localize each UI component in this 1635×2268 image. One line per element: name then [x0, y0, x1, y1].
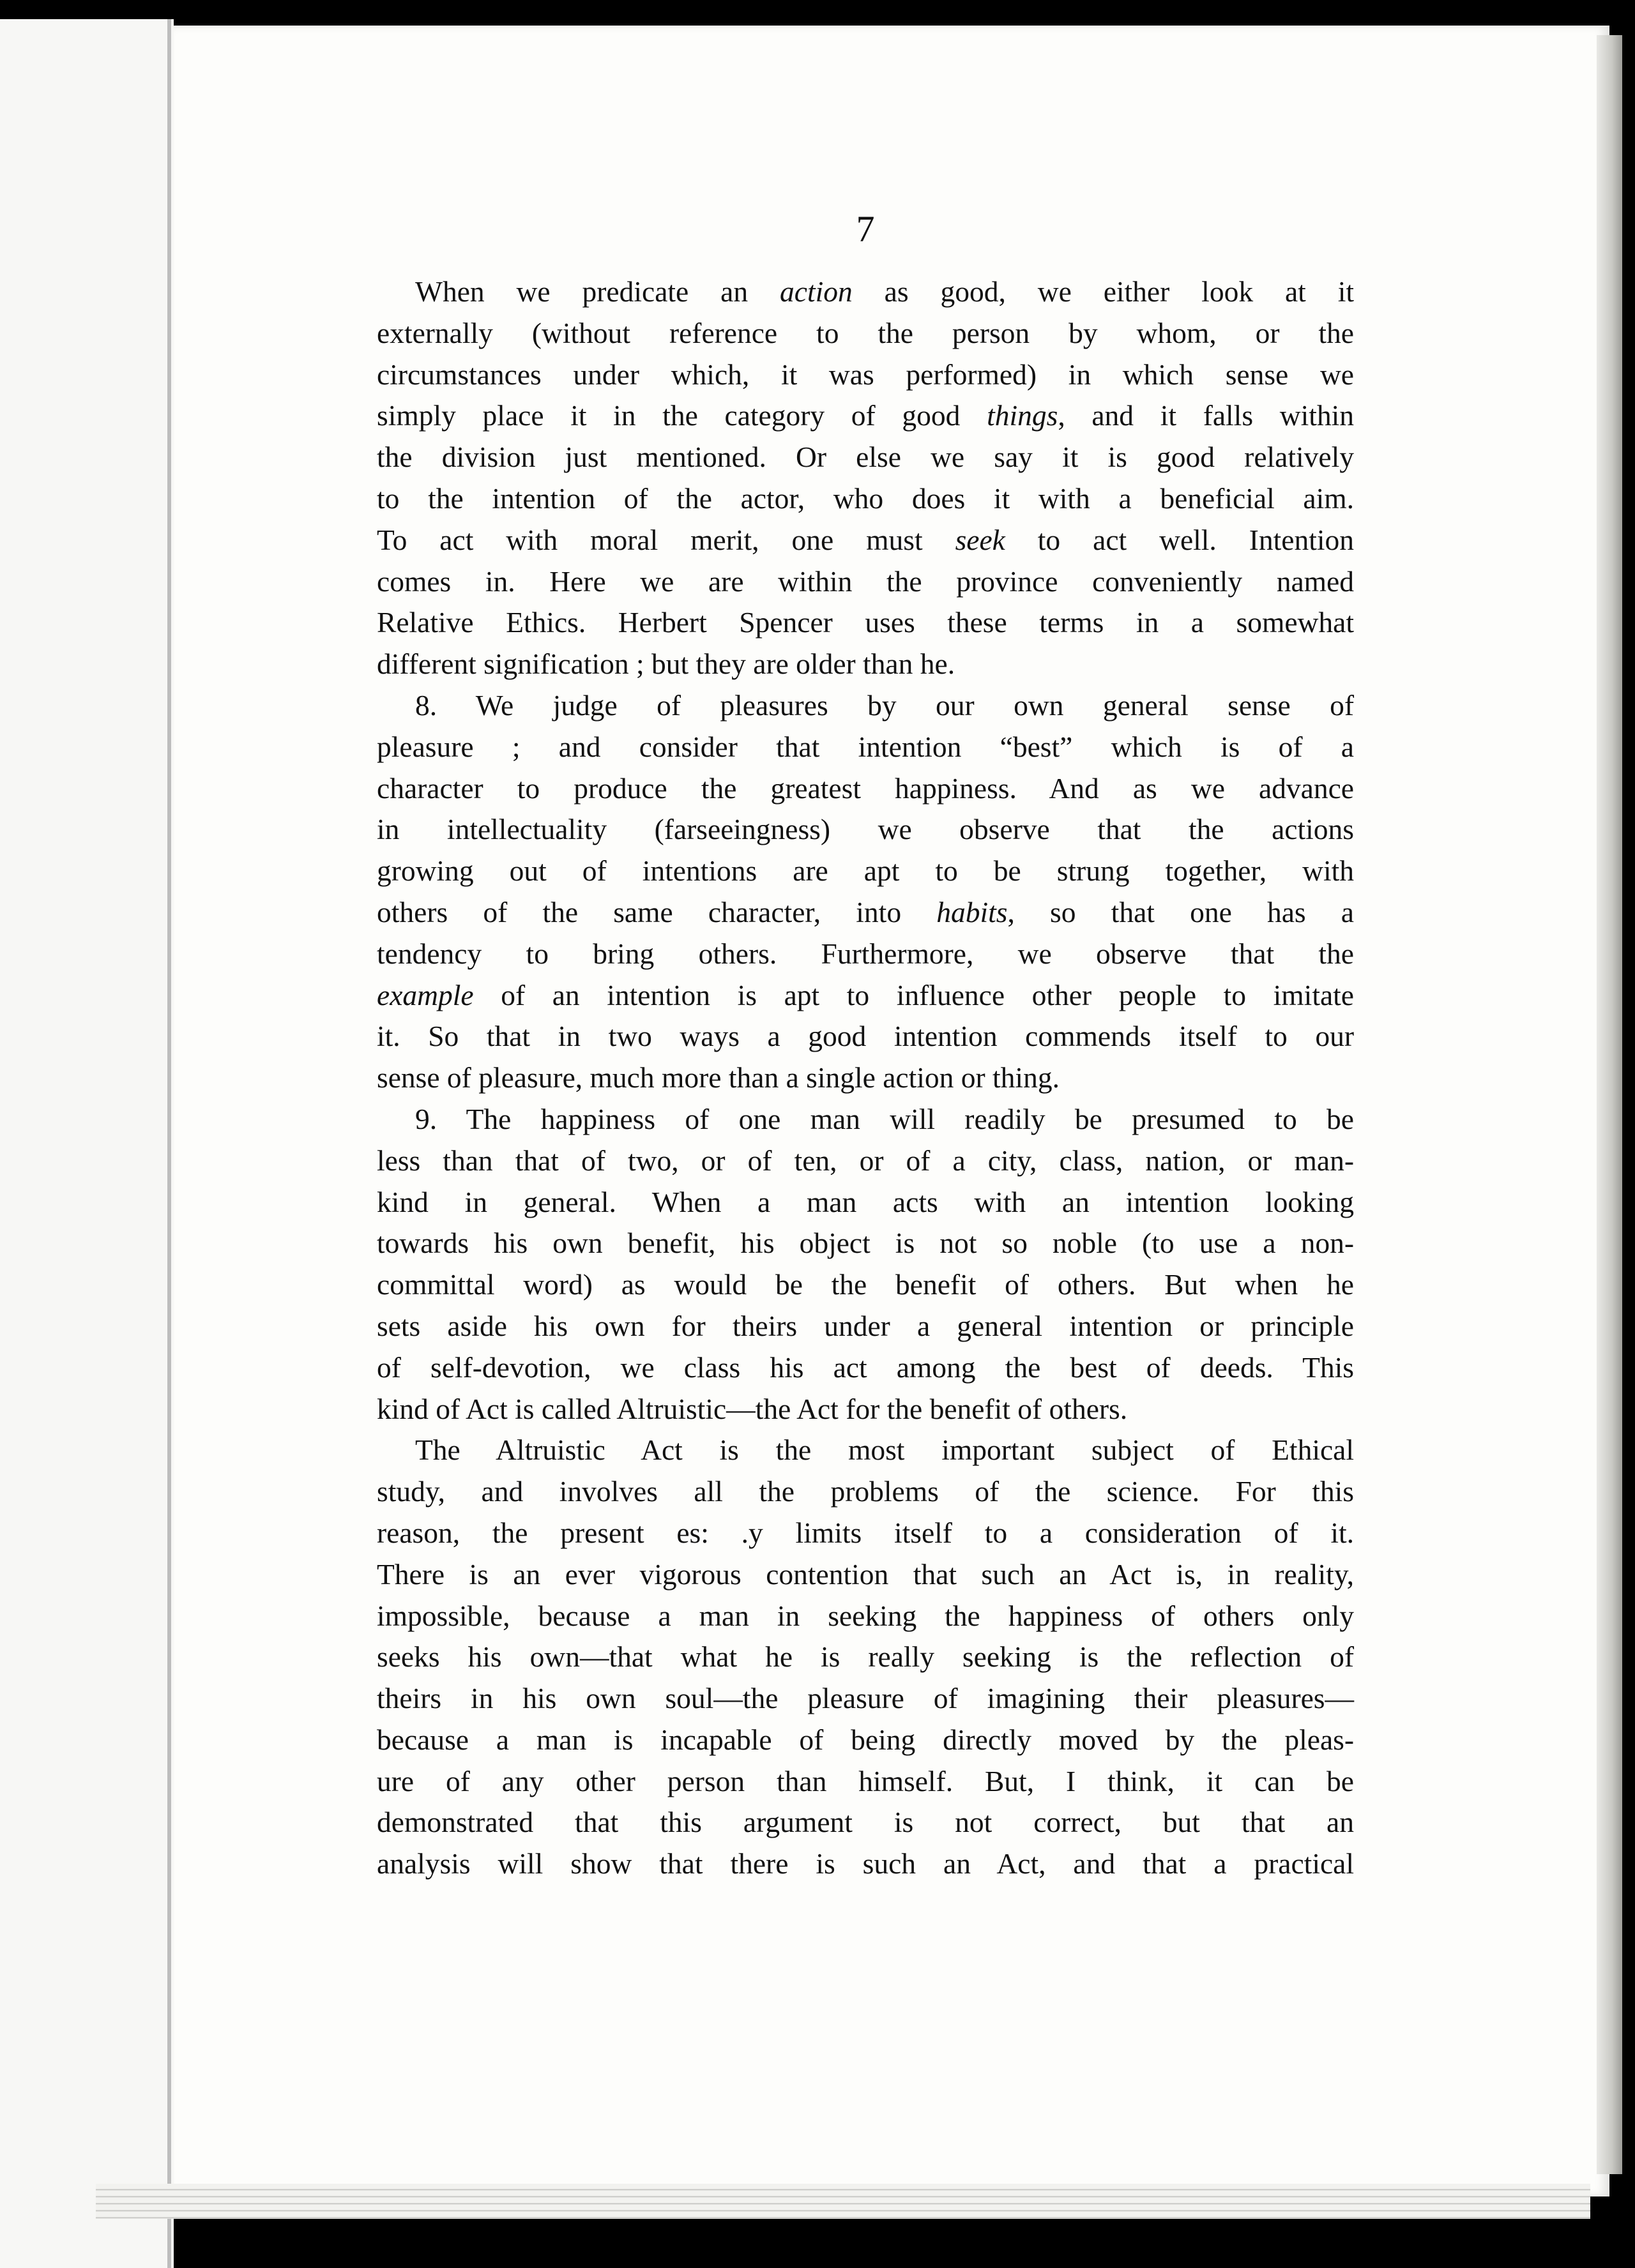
text-run: impossible, because a man in seeking the happiness of others only	[377, 1599, 1354, 1632]
text-line	[377, 602, 1354, 644]
text-line	[377, 561, 1354, 603]
text-line	[377, 1306, 1354, 1347]
text-line	[377, 1471, 1354, 1513]
text-line	[377, 1389, 1354, 1430]
text-run: because a man is incapable of being directly moved by the pleas-	[377, 1723, 1354, 1756]
text-run: as good, we either look at it	[852, 275, 1355, 308]
text-run: towards his own benefit, his object is not so noble (to use a non-	[377, 1227, 1354, 1260]
text-line	[377, 1140, 1354, 1182]
italic-word: example	[377, 978, 474, 1011]
text-run: study, and involves all the problems of the science. For this	[377, 1475, 1354, 1508]
text-line	[377, 892, 1354, 934]
text-line	[377, 1347, 1354, 1389]
text-line	[377, 1843, 1354, 1885]
text-run: Relative Ethics. Herbert Spencer uses these terms in a somewhat	[377, 606, 1354, 639]
text-run: less than that of two, or of ten, or of a city, class, nation, or man-	[377, 1144, 1354, 1177]
page-stack-edges	[96, 2184, 1590, 2219]
text-run: kind in general. When a man acts with an intention looking	[377, 1185, 1354, 1218]
text-run: circumstances under which, it was performed) in which sense we	[377, 358, 1354, 391]
text-line	[377, 850, 1354, 892]
text-run: comes in. Here we are within the province conveniently named	[377, 564, 1354, 598]
text-run: tendency to bring others. Furthermore, we observe that the	[377, 937, 1354, 970]
text-line	[377, 1678, 1354, 1720]
text-line	[377, 1554, 1354, 1596]
text-run: character to produce the greatest happiness. And as we advance	[377, 771, 1354, 805]
text-run: To act with moral merit, one must	[377, 523, 955, 556]
text-line	[377, 1016, 1354, 1057]
text-line	[377, 1596, 1354, 1637]
text-line	[377, 1637, 1354, 1678]
text-line	[377, 1430, 1354, 1471]
text-line	[377, 1182, 1354, 1223]
binding-gutter	[0, 19, 174, 2268]
text-line	[377, 975, 1354, 1017]
text-run: pleasure ; and consider that intention “best” which is of a	[377, 730, 1354, 763]
italic-word: habits	[936, 895, 1008, 928]
text-line	[377, 768, 1354, 810]
text-run: in intellectuality (farseeingness) we observe that the actions	[377, 813, 1354, 846]
text-run: externally (without reference to the person by whom, or the	[377, 316, 1354, 349]
text-line	[377, 354, 1354, 396]
text-run: to act well. Intention	[1005, 523, 1355, 556]
text-run: , so that one has a	[1007, 895, 1354, 928]
page-number: 7	[856, 208, 875, 250]
text-run: committal word) as would be the benefit of others. But when he	[377, 1268, 1354, 1301]
text-run: reason, the present es: .y limits itself to a consideration of it.	[377, 1516, 1354, 1549]
text-line	[377, 1802, 1354, 1843]
text-run: simply place it in the category of good	[377, 399, 987, 432]
text-run: sets aside his own for theirs under a general intention or principle	[377, 1309, 1354, 1342]
text-run: theirs in his own soul—the pleasure of imagining their pleasures—	[377, 1682, 1354, 1715]
text-line	[377, 313, 1354, 354]
text-line	[377, 478, 1354, 520]
text-run: it. So that in two ways a good intention commends itself to our	[377, 1020, 1354, 1053]
text-line	[377, 1513, 1354, 1554]
text-run: seeks his own—that what he is really seeking is the reflection of	[377, 1640, 1354, 1674]
text-line	[377, 1223, 1354, 1264]
text-line	[377, 1720, 1354, 1761]
text-run: analysis will show that there is such an Act, and that a practical	[377, 1847, 1354, 1880]
text-run: 8. We judge of pleasures by our own general sense of	[415, 688, 1354, 722]
text-run: There is an ever vigorous contention that such an Act is, in reality,	[377, 1557, 1354, 1591]
italic-word: things	[987, 399, 1058, 432]
text-line	[377, 685, 1354, 727]
gutter-fold	[167, 19, 171, 2268]
text-run: When we predicate an	[415, 275, 780, 308]
text-run: different signification ; but they are older than he.	[377, 647, 955, 681]
text-run: The Altruistic Act is the most important subject of Ethical	[415, 1433, 1354, 1467]
page-edge	[1597, 35, 1622, 2174]
text-run: growing out of intentions are apt to be strung together, with	[377, 854, 1354, 888]
text-run: 9. The happiness of one man will readily be presumed to be	[415, 1102, 1354, 1135]
text-run: sense of pleasure, much more than a single action or thing.	[377, 1061, 1060, 1094]
text-line	[377, 934, 1354, 975]
text-line	[377, 1057, 1354, 1099]
text-line	[377, 1264, 1354, 1306]
text-line	[377, 1761, 1354, 1803]
text-line	[377, 1099, 1354, 1140]
italic-word: seek	[955, 523, 1005, 556]
text-line	[377, 271, 1354, 313]
text-line	[377, 395, 1354, 437]
text-line	[377, 644, 1354, 685]
text-run: of self-devotion, we class his act among the best of deeds. This	[377, 1350, 1354, 1384]
text-run: of an intention is apt to influence other people to imitate	[473, 978, 1354, 1011]
text-run: the division just mentioned. Or else we say it is good relatively	[377, 441, 1354, 474]
text-run: , and it falls within	[1058, 399, 1354, 432]
text-line	[377, 520, 1354, 561]
text-line	[377, 727, 1354, 768]
text-run: ure of any other person than himself. But, I think, it can be	[377, 1764, 1354, 1797]
text-run: others of the same character, into	[377, 895, 937, 928]
italic-word: action	[780, 275, 853, 308]
text-line	[377, 437, 1354, 478]
body-text	[377, 271, 1354, 1885]
text-run: demonstrated that this argument is not correct, but that an	[377, 1806, 1354, 1839]
text-line	[377, 809, 1354, 850]
text-run: kind of Act is called Altruistic—the Act for the benefit of others.	[377, 1392, 1128, 1425]
text-run: to the intention of the actor, who does it with a beneficial aim.	[377, 481, 1354, 515]
